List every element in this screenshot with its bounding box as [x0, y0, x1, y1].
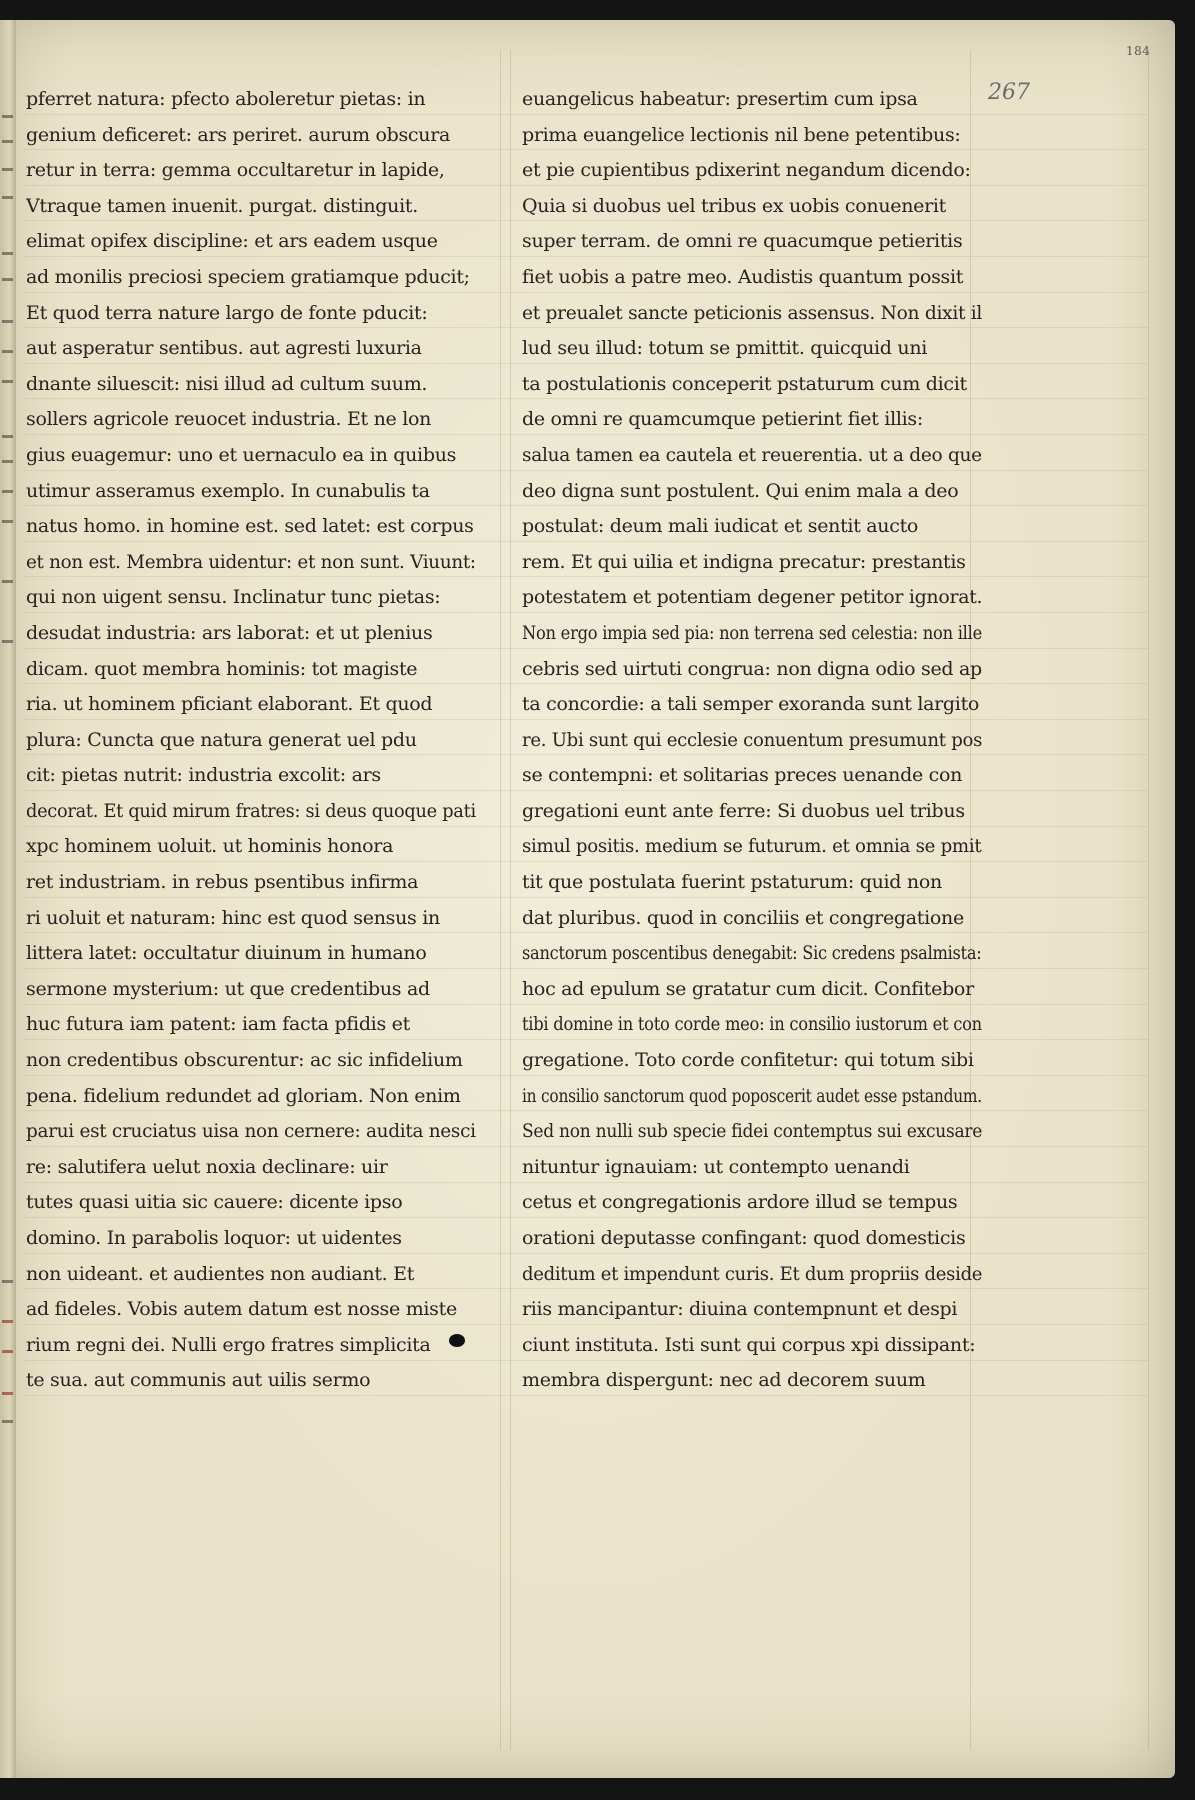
facing-page-ink-trace — [2, 320, 13, 323]
text-line: parui est cruciatus uisa non cernere: audita nesci — [26, 1120, 476, 1143]
text-line: gregationi eunt ante ferre: Si duobus uel tribus — [522, 799, 965, 822]
facing-page-ink-trace — [2, 640, 13, 643]
text-column-right — [522, 82, 982, 1399]
facing-page-ink-trace — [2, 580, 13, 583]
text-line: pferret natura: pfecto aboleretur pietas: in — [26, 88, 426, 110]
text-line: in consilio sanctorum quod poposcerit audet esse pstandum. — [522, 1084, 982, 1107]
text-line: deo digna sunt postulent. Qui enim mala a deo — [522, 479, 959, 502]
text-line: qui non uigent sensu. Inclinatur tunc pietas: — [26, 586, 441, 609]
facing-page-edge — [0, 20, 16, 1778]
text-line: sanctorum poscentibus denegabit: Sic credens psalmista: — [522, 942, 982, 965]
text-line: riis mancipantur: diuina contempnunt et despi — [522, 1298, 958, 1321]
text-column-left — [26, 82, 476, 1399]
modern-page-number: 267 — [988, 80, 1030, 105]
text-line: plura: Cuncta que natura generat uel pdu — [26, 728, 417, 751]
facing-page-ink-trace — [2, 1392, 13, 1395]
text-line: ri uoluit et naturam: hinc est quod sensus in — [26, 906, 440, 929]
text-line: salua tamen ea cautela et reuerentia. ut a deo que — [522, 443, 982, 466]
facing-page-ink-trace — [2, 460, 13, 463]
column-ruling-line — [1148, 50, 1149, 1750]
facing-page-ink-trace — [2, 380, 13, 383]
text-line: orationi deputasse confingant: quod domesticis — [522, 1227, 966, 1249]
facing-page-ink-trace — [2, 435, 13, 438]
text-line: non credentibus obscurentur: ac sic infidelium — [26, 1049, 463, 1072]
column-ruling-line — [510, 50, 511, 1750]
text-line: natus homo. in homine est. sed latet: est corpus — [26, 515, 474, 538]
text-line: ria. ut hominem pficiant elaborant. Et quod — [26, 693, 433, 716]
text-line: utimur asseramus exemplo. In cunabulis ta — [26, 479, 430, 502]
facing-page-ink-trace — [2, 1350, 13, 1353]
text-line: deditum et impendunt curis. Et dum propriis deside — [522, 1262, 983, 1285]
text-line: re: salutifera uelut noxia declinare: uir — [26, 1155, 388, 1178]
text-line: gregatione. Toto corde confitetur: qui totum sibi — [522, 1049, 974, 1072]
folio-number: 184 — [1126, 44, 1151, 58]
text-line: euangelicus habeatur: presertim cum ipsa — [522, 88, 918, 110]
text-line: ret industriam. in rebus psentibus infirma — [26, 871, 419, 894]
facing-page-ink-trace — [2, 350, 13, 353]
text-line: Non ergo impia sed pia: non terrena sed celestia: non ille — [522, 621, 982, 644]
text-line: ad fideles. Vobis autem datum est nosse miste — [26, 1298, 457, 1321]
text-line: retur in terra: gemma occultaretur in lapide, — [26, 159, 445, 182]
text-line: et non est. Membra uidentur: et non sunt. Viuunt: — [26, 550, 476, 573]
facing-page-ink-trace — [2, 1280, 13, 1283]
text-line: sermone mysterium: ut que credentibus ad — [26, 977, 430, 1000]
text-line: non uideant. et audientes non audiant. Et — [26, 1262, 415, 1285]
text-line: ta concordie: a tali semper exoranda sunt largito — [522, 693, 980, 716]
text-line: et preualet sancte peticionis assensus. Non dixit il — [522, 301, 983, 324]
facing-page-ink-trace — [2, 1420, 13, 1423]
text-line: super terram. de omni re quacumque petieritis — [522, 230, 963, 253]
facing-page-ink-trace — [2, 252, 13, 255]
text-line: prima euangelice lectionis nil bene petentibus: — [522, 123, 961, 146]
facing-page-ink-trace — [2, 168, 13, 171]
text-line: te sua. aut communis aut uilis sermo — [26, 1369, 371, 1392]
text-line: tibi domine in toto corde meo: in consilio iustorum et con — [522, 1013, 982, 1036]
text-line: dicam. quot membra hominis: tot magiste — [26, 657, 418, 680]
text-line: cit: pietas nutrit: industria excolit: ars — [26, 764, 381, 787]
text-line: membra dispergunt: nec ad decorem suum — [522, 1369, 926, 1392]
text-line: potestatem et potentiam degener petitor ignorat. — [522, 586, 983, 609]
text-line: domino. In parabolis loquor: ut uidentes — [26, 1227, 402, 1249]
text-line: lud seu illud: totum se pmittit. quicquid uni — [522, 337, 928, 360]
facing-page-ink-trace — [2, 1320, 13, 1323]
text-line: dat pluribus. quod in conciliis et congregatione — [522, 906, 964, 929]
text-line: xpc hominem uoluit. ut hominis honora — [26, 835, 394, 858]
text-line: nituntur ignauiam: ut contempto uenandi — [522, 1155, 910, 1178]
text-line: Sed non nulli sub specie fidei contemptus sui excusare — [522, 1120, 982, 1143]
text-line: decorat. Et quid mirum fratres: si deus quoque pati — [26, 799, 476, 822]
text-line: ta postulationis conceperit pstaturum cum dicit — [522, 372, 967, 395]
facing-page-ink-trace — [2, 278, 13, 281]
text-line: tit que postulata fuerint pstaturum: quid non — [522, 871, 942, 894]
text-line: elimat opifex discipline: et ars eadem usque — [26, 230, 438, 253]
text-line: huc futura iam patent: iam facta pfidis et — [26, 1013, 410, 1036]
text-line: hoc ad epulum se gratatur cum dicit. Confitebor — [522, 977, 974, 1000]
facing-page-ink-trace — [2, 490, 13, 493]
text-line: tutes quasi uitia sic cauere: dicente ipso — [26, 1191, 403, 1214]
facing-page-ink-trace — [2, 140, 13, 143]
text-line: simul positis. medium se futurum. et omnia se pmit — [522, 835, 982, 858]
text-line: ad monilis preciosi speciem gratiamque pducit; — [26, 265, 470, 288]
text-line: et pie cupientibus pdixerint negandum dicendo: — [522, 159, 971, 182]
text-line: cetus et congregationis ardore illud se tempus — [522, 1191, 958, 1214]
text-line: ciunt instituta. Isti sunt qui corpus xpi dissipant: — [522, 1333, 976, 1356]
text-line: pena. fidelium redundet ad gloriam. Non enim — [26, 1084, 461, 1107]
text-line: sollers agricole reuocet industria. Et ne lon — [26, 408, 432, 431]
text-line: se contempni: et solitarias preces uenande con — [522, 764, 963, 787]
facing-page-ink-trace — [2, 115, 13, 118]
text-line: Et quod terra nature largo de fonte pducit: — [26, 301, 428, 324]
text-line: fiet uobis a patre meo. Audistis quantum possit — [522, 265, 964, 288]
text-line: desudat industria: ars laborat: et ut plenius — [26, 621, 433, 644]
text-line: de omni re quamcumque petierint fiet illis: — [522, 408, 923, 431]
text-line: rium regni dei. Nulli ergo fratres simplicita — [26, 1333, 431, 1356]
text-line: gius euagemur: uno et uernaculo ea in quibus — [26, 443, 457, 466]
text-line: genium deficeret: ars periret. aurum obscura — [26, 123, 451, 146]
text-line: Vtraque tamen inuenit. purgat. distinguit. — [26, 194, 418, 217]
text-line: dnante siluescit: nisi illud ad cultum suum. — [26, 372, 428, 395]
text-line: rem. Et qui uilia et indigna precatur: prestantis — [522, 550, 966, 573]
text-line: postulat: deum mali iudicat et sentit aucto — [522, 515, 919, 538]
ink-blot — [449, 1334, 465, 1347]
text-line: cebris sed uirtuti congrua: non digna odio sed ap — [522, 657, 982, 680]
text-line: littera latet: occultatur diuinum in humano — [26, 942, 427, 965]
facing-page-ink-trace — [2, 520, 13, 523]
text-line: Quia si duobus uel tribus ex uobis conuenerit — [522, 194, 947, 217]
text-line: re. Ubi sunt qui ecclesie conuentum presumunt pos — [522, 728, 982, 751]
column-ruling-line — [500, 50, 501, 1750]
facing-page-ink-trace — [2, 196, 13, 199]
text-line: aut asperatur sentibus. aut agresti luxuria — [26, 337, 422, 360]
